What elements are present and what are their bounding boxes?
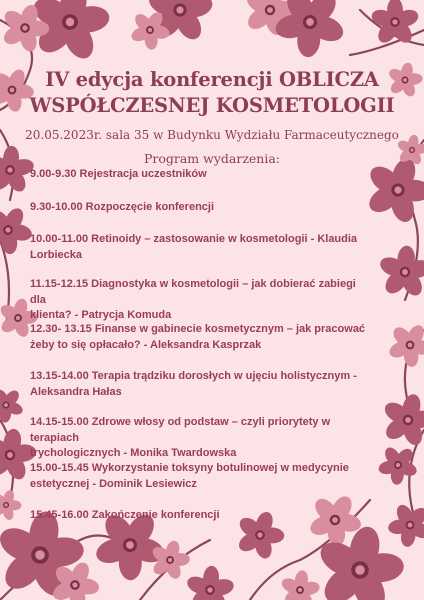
schedule-item (30, 369, 370, 400)
schedule-item (30, 277, 370, 324)
schedule-item-line-1: 14.15-15.00 Zdrowe włosy od podstaw – czyli priorytety w terapiach (30, 416, 331, 444)
title-line-2: WSPÓŁCZESNEJ KOSMETOLOGII (29, 94, 395, 117)
schedule-item-line-1: 10.00-11.00 Retinoidy – zastosowanie w kosmetologii - Klaudia (30, 233, 358, 245)
schedule-item-line-2: trychologicznych - Monika Twardowska (30, 447, 237, 459)
date-place: 20.05.2023r. sala 35 w Budynku Wydziału Farmaceutycznego (25, 128, 399, 142)
schedule-item (30, 415, 370, 462)
schedule-item-line-2: klienta? - Patrycja Komuda (30, 309, 172, 321)
schedule-item-line-1: 9.00-9.30 Rejestracja uczestników (30, 168, 207, 180)
schedule-item-line-2: estetycznej - Dominik Lesiewicz (30, 477, 197, 490)
schedule-item (30, 322, 370, 353)
title-line-1: IV edycja konferencji OBLICZA (45, 68, 379, 91)
schedule-item-line-2: Aleksandra Hałas (30, 385, 122, 398)
schedule-item-line-1: 15.00-15.45 Wykorzystanie toksyny botulinowej w medycynie (30, 462, 349, 474)
schedule-item (30, 508, 370, 524)
schedule-item (30, 200, 370, 216)
schedule-item (30, 167, 370, 183)
schedule-item-line-1: 11.15-12.15 Diagnostyka w kosmetologii – jak dobierać zabiegi dla (30, 278, 356, 306)
schedule-item-line-1: 13.15-14.00 Terapia trądziku dorosłych w ujęciu holistycznym - (30, 370, 357, 382)
schedule-item-line-2: żeby to się opłacało? - Aleksandra Kasprzak (30, 338, 262, 351)
schedule-item (30, 232, 370, 263)
schedule-item-line-1: 12.30- 13.15 Finanse w gabinecie kosmetycznym – jak pracować (30, 323, 366, 335)
schedule-item-line-1: 9.30-10.00 Rozpoczęcie konferencji (30, 201, 215, 213)
program-header: Program wydarzenia: (143, 151, 281, 166)
schedule-item-line-2: Lorbiecka (30, 248, 82, 261)
schedule-item-line-1: 15.45-16.00 Zakończenie konferencji (30, 509, 220, 521)
schedule-item (30, 461, 370, 492)
